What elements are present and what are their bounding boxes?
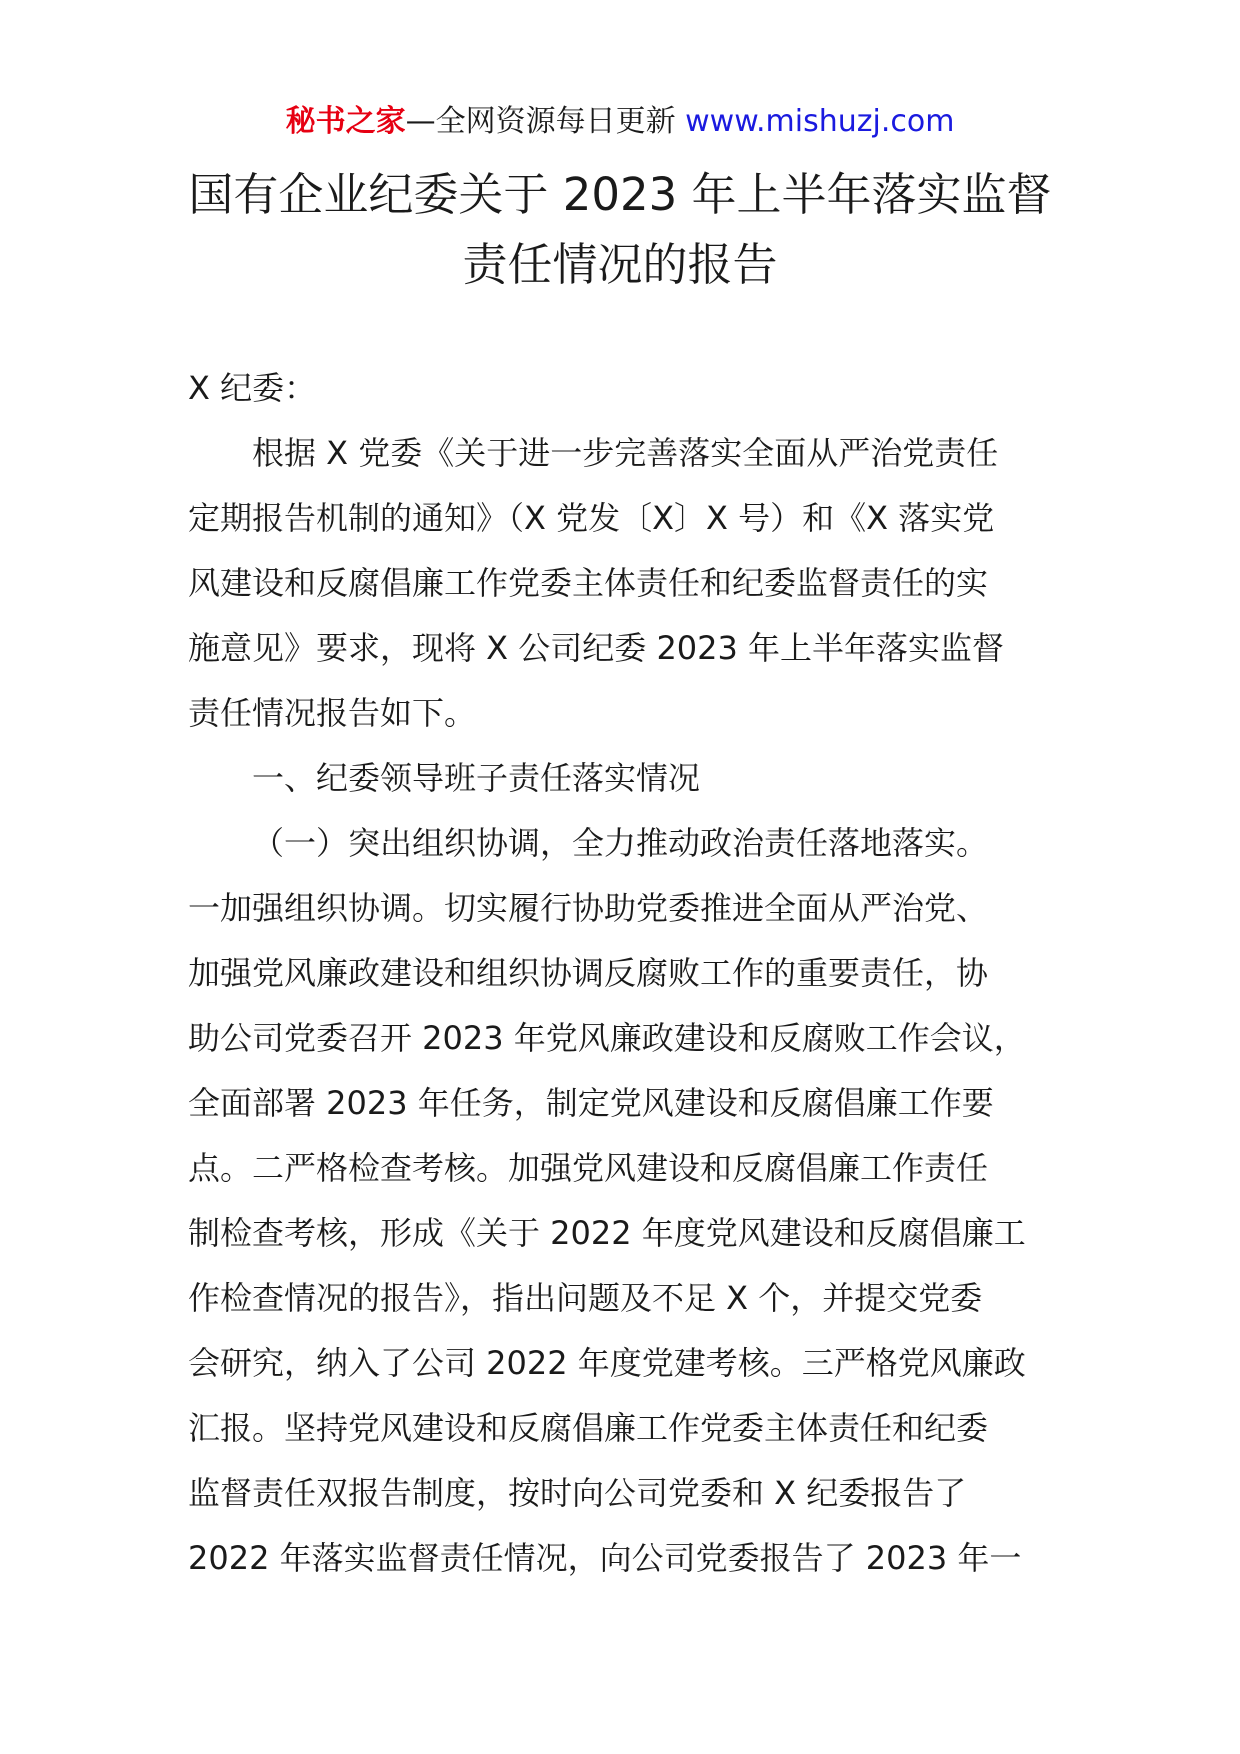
body-line: 定期报告机制的通知》（X 党发〔X〕X 号）和《X 落实党	[188, 499, 995, 537]
body-line: 汇报。坚持党风建设和反腐倡廉工作党委主体责任和纪委	[188, 1409, 989, 1447]
body-line: 全面部署 2023 年任务，制定党风建设和反腐倡廉工作要	[188, 1084, 994, 1122]
brand-name: 秘书之家	[285, 104, 406, 139]
header-banner	[0, 100, 1240, 144]
section-heading: 一、纪委领导班子责任落实情况	[252, 759, 701, 797]
title-line-1: 国有企业纪委关于 2023 年上半年落实监督	[188, 168, 1052, 221]
body-line: 一加强组织协调。切实履行协助党委推进全面从严治党、	[188, 889, 989, 927]
title-line-2: 责任情况的报告	[462, 238, 778, 291]
body-line: 根据 X 党委《关于进一步完善落实全面从严治党责任	[252, 434, 999, 472]
body-line: 风建设和反腐倡廉工作党委主体责任和纪委监督责任的实	[188, 564, 989, 602]
body-line: 会研究，纳入了公司 2022 年度党建考核。三严格党风廉政	[188, 1344, 1026, 1382]
body-line: 2022 年落实监督责任情况，向公司党委报告了 2023 年一	[188, 1539, 1022, 1577]
body-line: 施意见》要求，现将 X 公司纪委 2023 年上半年落实监督	[188, 629, 1005, 667]
salutation: X 纪委：	[188, 369, 317, 407]
banner-tagline: —全网资源每日更新	[405, 104, 676, 139]
body-line: 助公司党委召开 2023 年党风廉政建设和反腐败工作会议，	[188, 1019, 1026, 1057]
website-link[interactable]: www.mishuzj.com	[685, 104, 955, 139]
body-line: 监督责任双报告制度，按时向公司党委和 X 纪委报告了	[188, 1474, 967, 1512]
document-body	[188, 356, 1058, 1591]
body-line: 制检查考核，形成《关于 2022 年度党风建设和反腐倡廉工	[188, 1214, 1026, 1252]
body-line: 点。二严格检查考核。加强党风建设和反腐倡廉工作责任	[188, 1149, 989, 1187]
body-line: 加强党风廉政建设和组织协调反腐败工作的重要责任，协	[188, 954, 989, 992]
subsection-heading: （一）突出组织协调，全力推动政治责任落地落实。	[252, 824, 989, 862]
document-title	[160, 160, 1080, 300]
body-line: 责任情况报告如下。	[188, 694, 477, 732]
body-line: 作检查情况的报告》，指出问题及不足 X 个，并提交党委	[188, 1279, 983, 1317]
